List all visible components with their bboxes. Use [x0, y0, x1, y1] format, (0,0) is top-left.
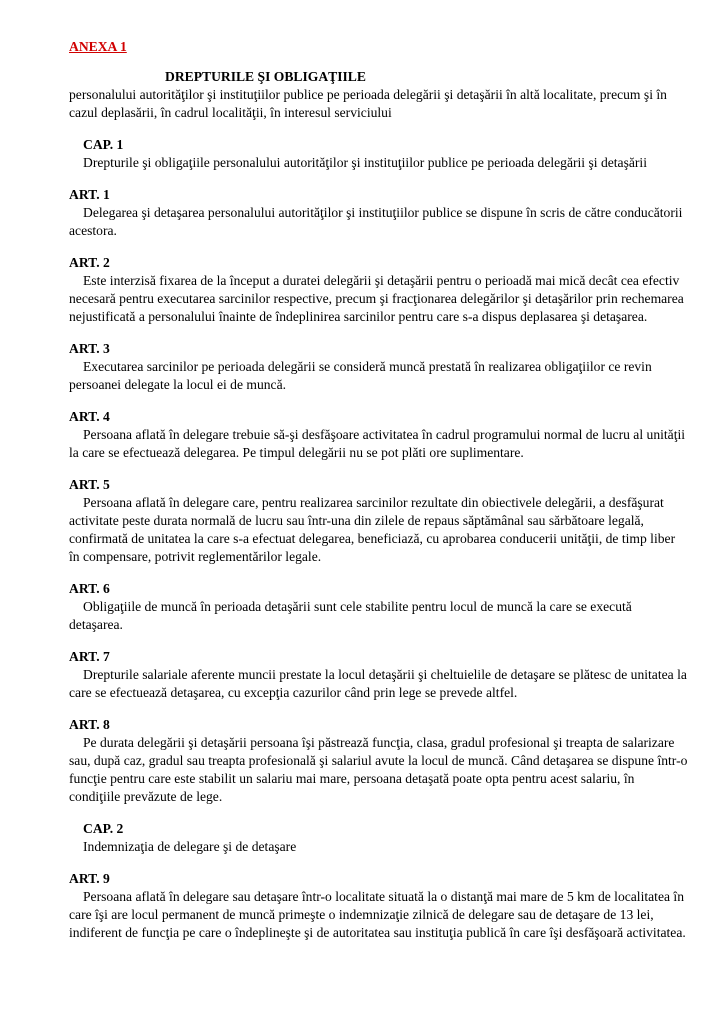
article-text: Executarea sarcinilor pe perioada delegării se consideră muncă prestată în realizarea obligaţiilor ce revin persoanei delegate la locul ei de muncă. — [69, 359, 652, 392]
article — [69, 408, 689, 462]
article-heading: ART. 1 — [69, 187, 110, 202]
chapter-1-articles — [69, 186, 689, 806]
document-title: DREPTURILE ŞI OBLIGAŢIILE — [165, 69, 366, 84]
document-page — [69, 38, 689, 956]
article — [69, 254, 689, 326]
annex-label: ANEXA 1 — [69, 39, 127, 54]
article-heading: ART. 3 — [69, 341, 110, 356]
chapter-2 — [69, 820, 689, 856]
chapter-subtitle: Indemnizaţia de delegare şi de detaşare — [83, 839, 297, 854]
article-text: Persoana aflată în delegare care, pentru realizarea sarcinilor rezultate din obiectivele delegării, a desfăşurat activitate peste durata normală de lucru sau într-una din zilele de repaus săptămânal sau sărbătoare legală, confirmată de unitatea la care s-a efectuat delegarea, beneficiază, cu aprobarea conducerii unităţii, de timp liber în compensare, potrivit reglementărilor legale. — [69, 495, 676, 564]
article-text: Pe durata delegării şi detaşării persoana îşi păstrează funcţia, clasa, gradul profesional şi treapta de salarizare sau, după caz, gradul sau treapta profesională şi salariul avute la locul de muncă. Când detaşarea se dispune într-o funcţie pentru care este stabilit un salariu mai mare, persoana detaşată poate opta pentru acest salariu, în condiţiile prevăzute de lege. — [69, 735, 688, 804]
chapter-heading: CAP. 2 — [83, 821, 124, 836]
article-text: Este interzisă fixarea de la început a duratei delegării şi detaşării pentru o perioadă mai mică decât cea efectiv necesară pentru executarea sarcinilor respective, precum şi fracţionarea delegărilor şi detaşărilor prin rechemarea nejustificată a personalului înainte de îndeplinirea sarcinilor pentru care s-a dispus deplasarea şi detaşarea. — [69, 273, 684, 324]
article-text: Delegarea şi detaşarea personalului autorităţilor şi instituţiilor publice se dispune în scris de către conducătorii acestora. — [69, 205, 683, 238]
chapter-1 — [69, 136, 689, 172]
article-text: Persoana aflată în delegare trebuie să-şi desfăşoare activitatea în cadrul programului normal de lucru al unităţii la care se efectuează delegarea. Pe timpul delegării nu se pot plăti ore suplimentare. — [69, 427, 686, 460]
article — [69, 340, 689, 394]
article-heading: ART. 6 — [69, 581, 110, 596]
article — [69, 476, 689, 566]
article-heading: ART. 7 — [69, 649, 110, 664]
article-text: Persoana aflată în delegare sau detaşare într-o localitate situată la o distanţă mai mare de 5 km de localitatea în care îşi are locul permanent de muncă primeşte o indemnizaţie zilnică de delegare sau de detaşare de 13 lei, indiferent de funcţia pe care o îndeplineşte şi de autoritatea sau instituţia publică în care îşi desfăşoară activitatea. — [69, 889, 686, 940]
article — [69, 648, 689, 702]
article — [69, 716, 689, 806]
article-heading: ART. 5 — [69, 477, 110, 492]
article-heading: ART. 4 — [69, 409, 110, 424]
article-heading: ART. 9 — [69, 871, 110, 886]
document-intro: personalului autorităţilor şi instituţiilor publice pe perioada delegării şi detaşării în altă localitate, precum şi în cazul deplasării, în cadrul localităţii, în interesul serviciului — [69, 87, 667, 120]
chapter-2-articles — [69, 870, 689, 942]
article — [69, 186, 689, 240]
chapter-heading: CAP. 1 — [83, 137, 124, 152]
chapter-subtitle: Drepturile şi obligaţiile personalului autorităţilor şi instituţiilor publice pe perioada delegării şi detaşării — [83, 155, 647, 170]
article-heading: ART. 8 — [69, 717, 110, 732]
article-text: Obligaţiile de muncă în perioada detaşării sunt cele stabilite pentru locul de muncă la care se execută detaşarea. — [69, 599, 632, 632]
article-heading: ART. 2 — [69, 255, 110, 270]
article — [69, 870, 689, 942]
article-text: Drepturile salariale aferente muncii prestate la locul detaşării şi cheltuielile de detaşare se plătesc de unitatea la care se efectuează detaşarea, cu excepţia cazurilor când prin lege se prevede altfel. — [69, 667, 687, 700]
article — [69, 580, 689, 634]
